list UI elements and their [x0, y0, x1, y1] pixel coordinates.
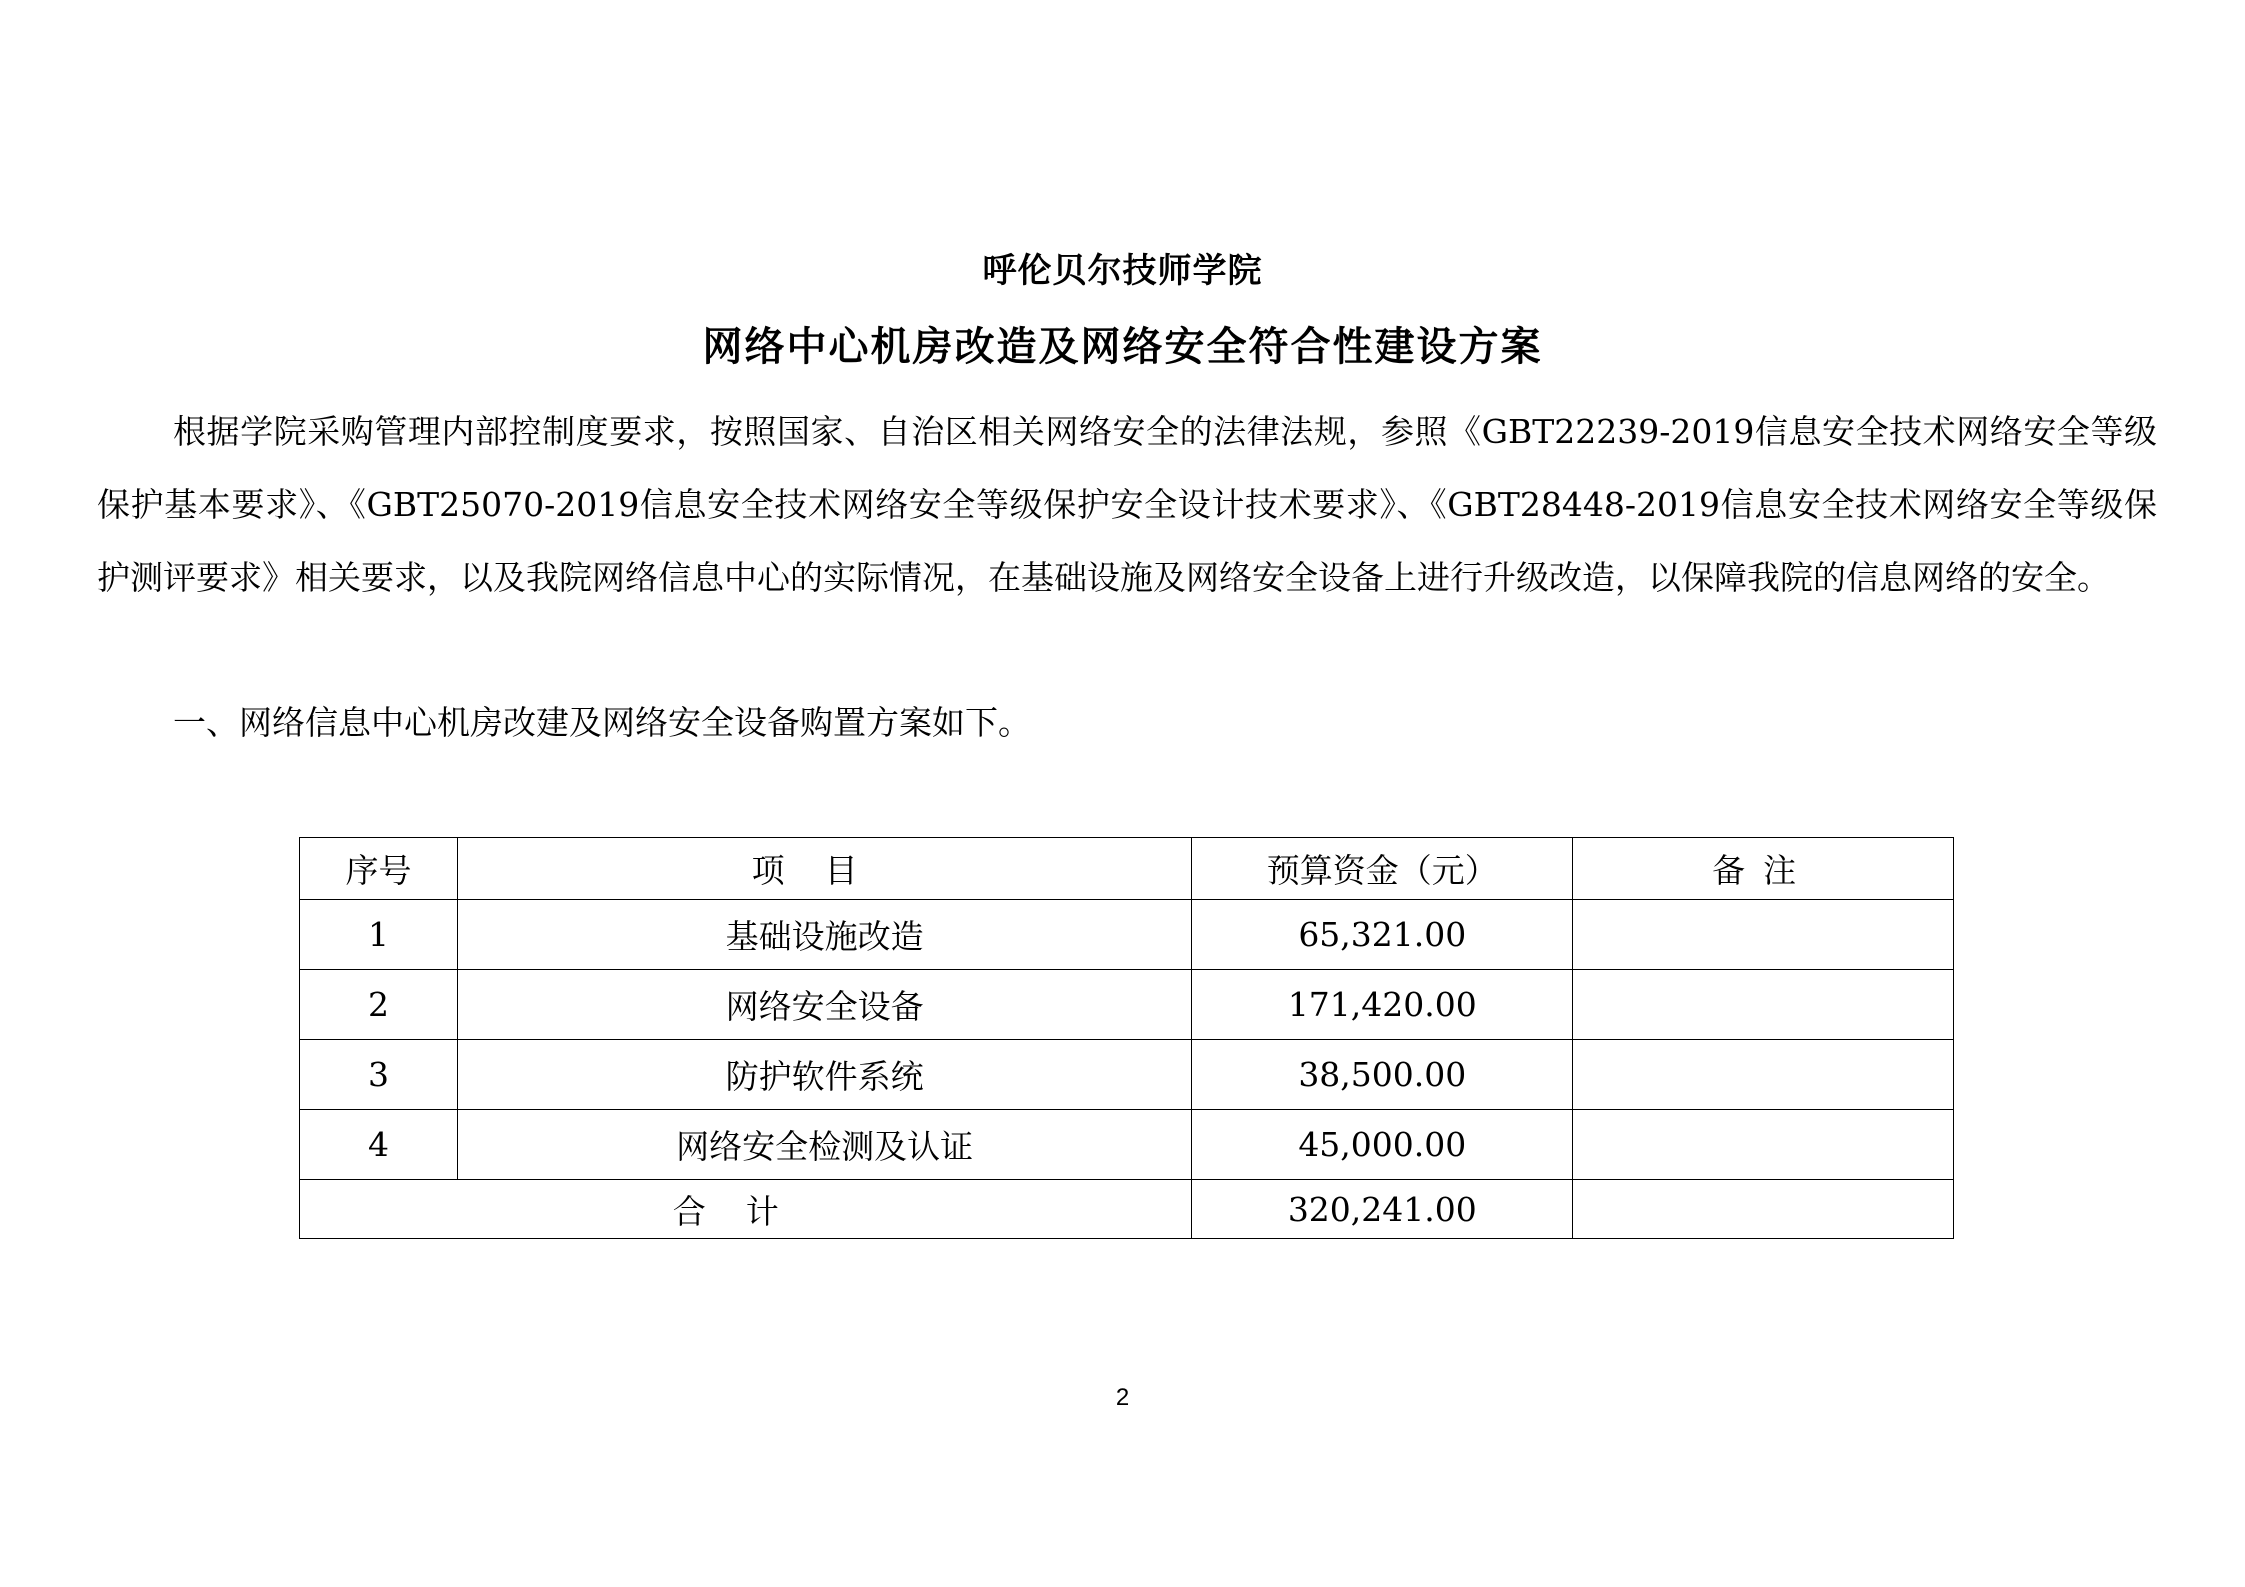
institution-name: 呼伦贝尔技师学院: [982, 251, 1263, 291]
table-header-row: [300, 838, 1954, 900]
table-row: [300, 970, 1954, 1040]
budget-table: [299, 837, 1954, 1239]
table-row: [300, 1040, 1954, 1110]
total-label: 合计: [300, 1180, 1192, 1239]
cell-item: 网络安全设备: [457, 970, 1191, 1040]
page-number: 2: [1115, 1384, 1130, 1411]
cell-remark: [1573, 900, 1954, 970]
cell-index: 2: [300, 970, 458, 1040]
cell-index: 1: [300, 900, 458, 970]
table-row: [300, 900, 1954, 970]
cell-remark: [1573, 1110, 1954, 1180]
cell-item: 基础设施改造: [457, 900, 1191, 970]
section-heading: 一、网络信息中心机房改建及网络安全设备购置方案如下。: [173, 703, 1031, 742]
cell-remark: [1573, 970, 1954, 1040]
cell-item: 网络安全检测及认证: [457, 1110, 1191, 1180]
cell-index: 3: [300, 1040, 458, 1110]
cell-budget: 171,420.00: [1192, 970, 1573, 1040]
header-remark: 备注: [1573, 838, 1954, 900]
intro-paragraph: 根据学院采购管理内部控制度要求，按照国家、自治区相关网络安全的法律法规，参照《GBT22239-2019信息安全技术网络安全等级保护基本要求》、《GBT25070-2019信息安全技术网络安全等级保护安全设计技术要求》、《GBT28448-2019信息安全技术网络安全等级保护测评要求》相关要求，以及我院网络信息中心的实际情况，在基础设施及网络安全设备上进行升级改造，以保障我院的信息网络的安全。: [97, 412, 2157, 597]
header-index: 序号: [300, 838, 458, 900]
cell-budget: 38,500.00: [1192, 1040, 1573, 1110]
total-remark: [1573, 1180, 1954, 1239]
cell-budget: 65,321.00: [1192, 900, 1573, 970]
cell-item: 防护软件系统: [457, 1040, 1191, 1110]
cell-remark: [1573, 1040, 1954, 1110]
header-budget: 预算资金（元）: [1192, 838, 1573, 900]
total-budget: 320,241.00: [1192, 1180, 1573, 1239]
cell-index: 4: [300, 1110, 458, 1180]
cell-budget: 45,000.00: [1192, 1110, 1573, 1180]
table-row: [300, 1110, 1954, 1180]
table-total-row: [300, 1180, 1954, 1239]
document-title: 网络中心机房改造及网络安全符合性建设方案: [702, 323, 1543, 370]
header-item: 项目: [457, 838, 1191, 900]
